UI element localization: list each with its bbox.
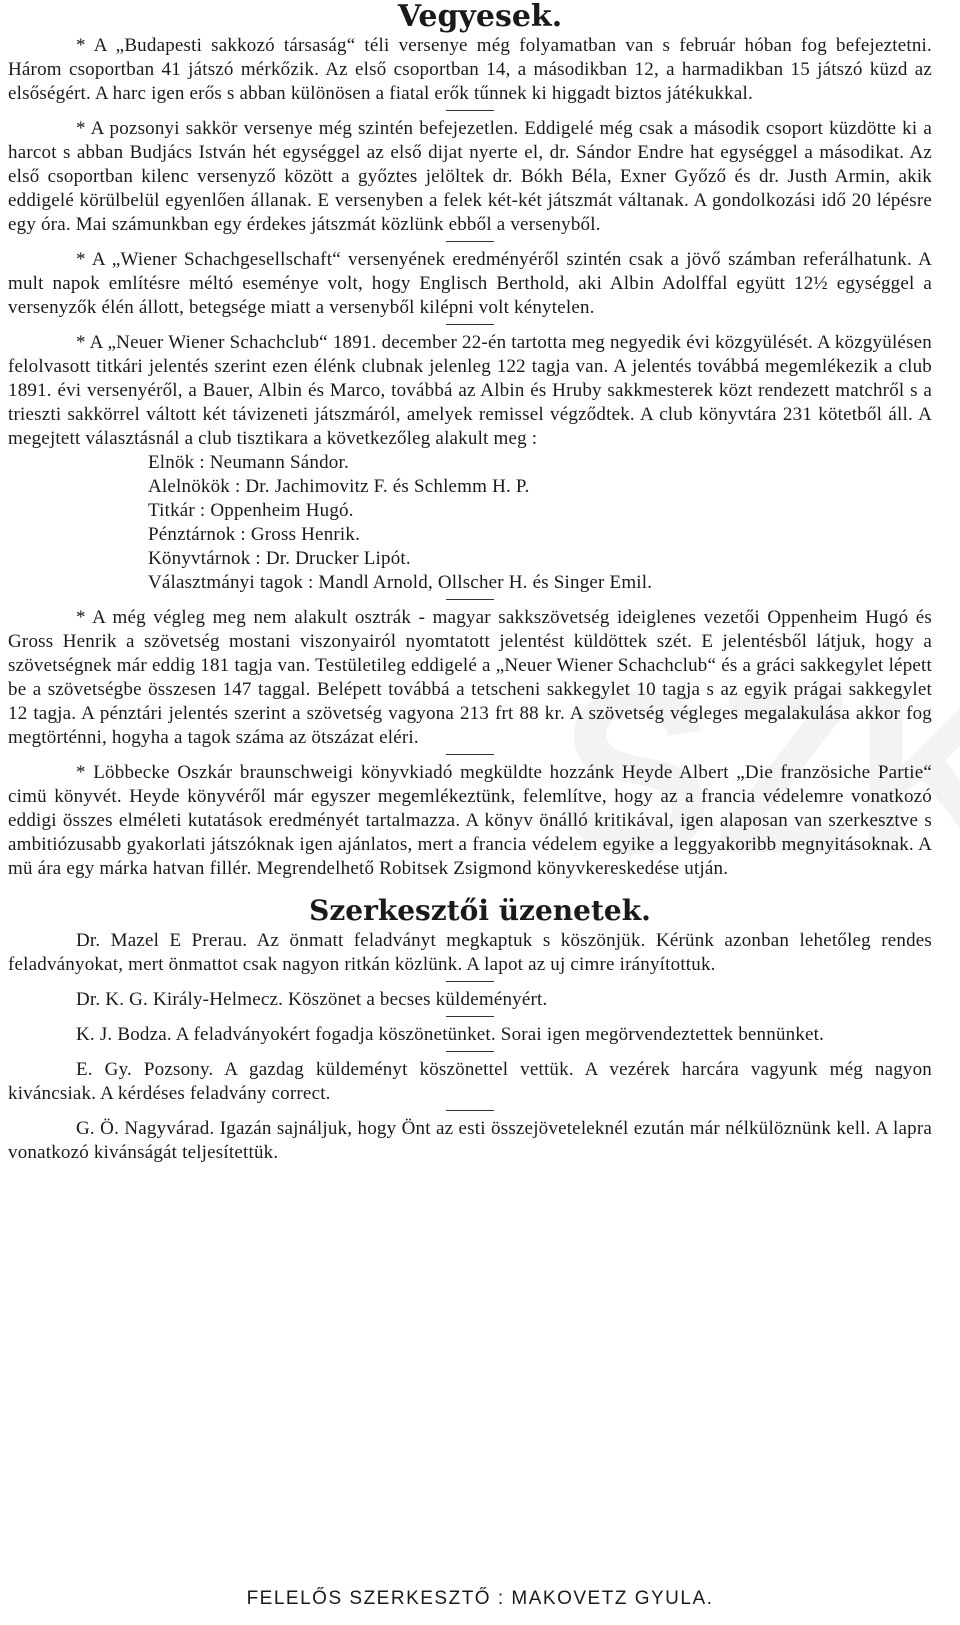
editorial-message: G. Ö. Nagyvárad. Igazán sajnáljuk, hogy Önt az esti összejöveteleknél ezután már nélkülöznünk kell. A lapra vonatkozó kivánságát teljesítettük.	[8, 1118, 932, 1163]
separator-rule	[446, 981, 494, 982]
news-paragraph-chess-federation: * A még végleg meg nem alakult osztrák - magyar sakkszövetség ideiglenes vezetői Oppenheim Hugó és Gross Henrik a szövetség mostani viszonyairól nyomtatott jelentést küldöttek szét. E jelentésből látjuk, hogy a szövetségnek már eddig 181 tagja van. Testületileg eddigelé a „Neuer Wiener Schachclub“ és a gráci sakkegylet lépett be a szövetségbe összesen 147 taggal. Belépett továbbá a tetscheni sakkegylet 10 tagja s az egyik prágai sakkegylet 12 tagja. A pénztári jelentés szerint a szövetség vagyona 213 frt 88 kr. A szövetség végleges megalakulása akkor fog megtörténni, hogyha a tagok száma az ötszázat eléri.	[8, 607, 932, 748]
separator-rule	[446, 324, 494, 325]
news-section	[0, 34, 960, 881]
officer-line: Titkár : Oppenheim Hugó.	[148, 500, 354, 521]
officer-line: Alelnökök : Dr. Jachimovitz F. és Schlemm H. P.	[148, 476, 530, 497]
separator-rule	[446, 1051, 494, 1052]
separator-rule	[446, 1016, 494, 1017]
officer-line: Választmányi tagok : Mandl Arnold, Ollscher H. és Singer Emil.	[148, 572, 653, 593]
separator-rule	[446, 110, 494, 111]
separator-rule	[446, 241, 494, 242]
news-paragraph-neuer-wiener-schachclub: * A „Neuer Wiener Schachclub“ 1891. december 22-én tartotta meg negyedik évi közgyülését. A közgyülésen felolvasott titkári jelentés szerint ezen élénk clubnak jelenleg 122 tagja van. A jelentés továbbá megemlékezik a club 1891. évi versenyéről, a Bauer, Albin és Marco, továbbá az Albin és Hruby sakkmesterek közt rendezett matchről s a trieszti sakkörrel váltott két távizeneti játszmáról, amelyek remissel végződtek. A club könyvtára 231 kötetből áll. A megejtett választásnál a club tisztikara a következőleg alakult meg :	[8, 332, 932, 449]
news-paragraph-book-review: * Löbbecke Oszkár braunschweigi könyvkiadó megküldte hozzánk Heyde Albert „Die französiche Partie“ cimü könyvét. Heyde könyvéről már egyszer megemlékeztünk, felemlítve, hogy az a francia védelemre vonatkozó eddigi összes elméleti kutatások eredményét tartalmazza. A könyv önálló kritikával, igen alaposan van szerkesztve s ambitiózusabb gyakorlati játszóknak igen ajánlatos, mert a francia védelem egyike a leggyakoribb megnyitásoknak. A mü ára egy márka hatvan fillér. Megrendelhető Robitsek Zsigmond könyvkereskedése utján.	[8, 762, 932, 879]
officer-line: Elnök : Neumann Sándor.	[148, 452, 349, 473]
club-officers-list	[8, 451, 932, 595]
editorial-message: Dr. Mazel E Prerau. Az önmatt feladványt megkaptuk s köszönjük. Kérünk azonban lehetőleg rendes feladványokat, mert önmattot csak nagyon ritkán közlünk. A lapot az uj cimre irányítottuk.	[8, 930, 932, 975]
editorial-messages	[0, 929, 960, 1165]
news-paragraph-wiener-schachgesellschaft: * A „Wiener Schachgesellschaft“ versenyének eredményéről szintén csak a jövő számban referálhatunk. A mult napok említésre méltó eseménye volt, hogy Englisch Berthold, aki Albin Adolffal együtt 12½ egységgel a versenyzők élén állott, betegsége miatt a versenyből kilépni volt kénytelen.	[8, 249, 932, 318]
news-paragraph-pozsony: * A pozsonyi sakkör versenye még szintén befejezetlen. Eddigelé még csak a második csoport küzdötte ki a harcot s abban Budjács István hét egységgel az első dijat nyerte el, dr. Sándor Endre hat egységgel a másodikat. Az első csoportban kilenc versenyző között a győztes jelöltek dr. Bókh Béla, Exner Győző és dr. Justh Armin, akik eddigelé körülbelül egyenlően állanak. E versenyben a felek két-két játszmát váltanak. A gondolkozási idő 20 lépésre egy óra. Mai számunkban egy érdekes játszmát közlünk ebből a versenyből.	[8, 118, 932, 235]
editorial-message: K. J. Bodza. A feladványokért fogadja köszönetünket. Sorai igen megörvendeztettek bennünket.	[76, 1024, 825, 1045]
section-heading-vegyesek: Vegyesek.	[397, 0, 563, 34]
news-paragraph-budapest: * A „Budapesti sakkozó társaság“ téli versenye még folyamatban van s február hóban fog befejeztetni. Három csoportban 41 játszó mérkőzik. Az első csoportban 14, a másodikban 12, a harmadikban 15 játszó küzd az elsőségért. A harc igen erős s abban különösen a fiatal erők tűnnek ki higgadt biztos játékukkal.	[8, 35, 932, 104]
section-heading-editorial-messages: Szerkesztői üzenetek.	[309, 894, 651, 927]
responsible-editor-footer: FELELŐS SZERKESZTŐ : MAKOVETZ GYULA.	[246, 1588, 714, 1609]
editorial-message: E. Gy. Pozsony. A gazdag küldeményt köszönettel vettük. A vezérek harcára vagyunk még nagyon kiváncsiak. A kérdéses feladvány correct.	[8, 1059, 932, 1104]
editorial-message: Dr. K. G. Király-Helmecz. Köszönet a becses küldeményért.	[76, 989, 548, 1010]
separator-rule	[446, 599, 494, 600]
officer-line: Pénztárnok : Gross Henrik.	[148, 524, 361, 545]
separator-rule	[446, 754, 494, 755]
officer-line: Könyvtárnok : Dr. Drucker Lipót.	[148, 548, 411, 569]
separator-rule	[446, 1110, 494, 1111]
